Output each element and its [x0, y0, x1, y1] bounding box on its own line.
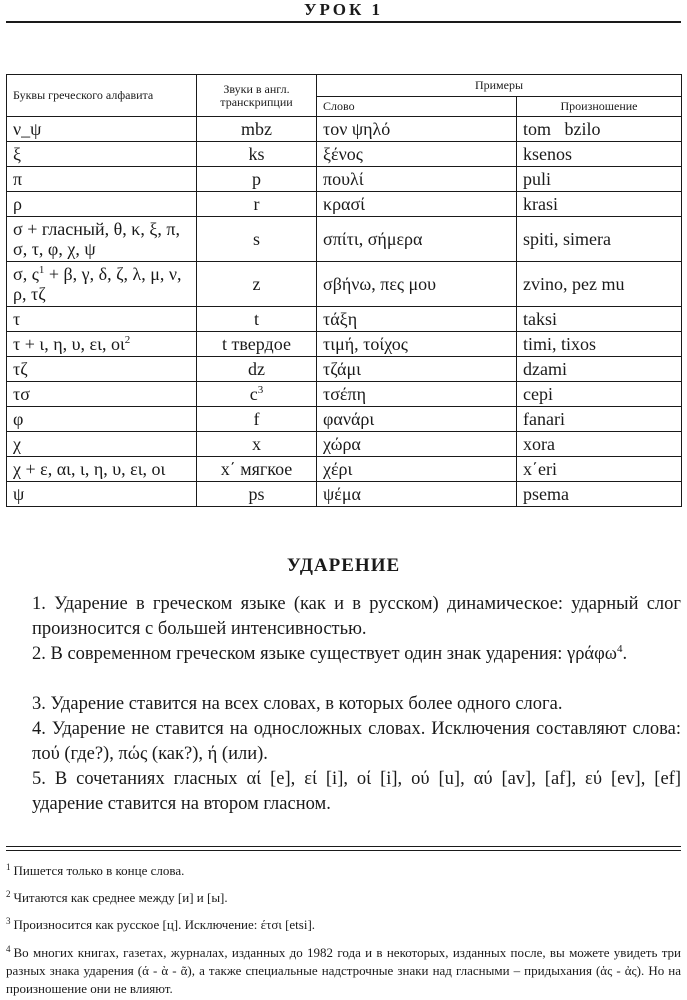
table-row: [7, 117, 682, 142]
footnote-text: Пишется только в конце слова.: [13, 863, 185, 878]
table-row: [7, 432, 682, 457]
paragraph-3: [6, 692, 681, 717]
cell-word: τσέπη: [317, 382, 517, 407]
footnote-number: 1: [6, 861, 11, 872]
cell-letters: χ: [7, 432, 197, 457]
cell-word: τάξη: [317, 307, 517, 332]
table-row: [7, 407, 682, 432]
cell-word: φανάρι: [317, 407, 517, 432]
cell-letters: [7, 262, 197, 307]
footnote-4: [6, 944, 681, 998]
footnote-ref: 3: [257, 384, 264, 396]
footnote-number: 3: [6, 915, 11, 926]
table-row: [7, 307, 682, 332]
footnote-text: Произносится как русское [ц]. Исключение: έτσι [etsi].: [13, 917, 316, 932]
table-row: [7, 332, 682, 357]
footnote-number: 2: [6, 888, 11, 899]
cell-word: ψέμα: [317, 482, 517, 507]
cell-letters: τζ: [7, 357, 197, 382]
cell-pronunciation: xora: [517, 432, 682, 457]
cell-pronunciation: timi, tixos: [517, 332, 682, 357]
header-divider: [6, 21, 681, 23]
cell-letters: τσ: [7, 382, 197, 407]
table-row: [7, 217, 682, 262]
cell-sound: f: [197, 407, 317, 432]
cell-pronunciation: puli: [517, 167, 682, 192]
cell-pronunciation: spiti, simera: [517, 217, 682, 262]
cell-pronunciation: x΄eri: [517, 457, 682, 482]
cell-pronunciation: zvino, pez mu: [517, 262, 682, 307]
paragraph-5: [6, 767, 681, 817]
cell-word: σβήνω, πες μου: [317, 262, 517, 307]
cell-pronunciation: tom bzilo: [517, 117, 682, 142]
cell-letters: ν_ψ: [7, 117, 197, 142]
footnote-number: 4: [6, 943, 11, 954]
cell-sound: ks: [197, 142, 317, 167]
cell-word: κρασί: [317, 192, 517, 217]
table-row: [7, 192, 682, 217]
cell-letters: ψ: [7, 482, 197, 507]
cell-word: πουλί: [317, 167, 517, 192]
paragraph-text: 5. В сочетаниях гласных αί [e], εί [i], οί [i], ού [u], αύ [av], [af], εύ [ev], [ef] ударение ставится на втором гласном.: [32, 769, 681, 814]
cell-letters: χ + ε, αι, ι, η, υ, ει, οι: [7, 457, 197, 482]
header-letters: Буквы греческого алфавита: [7, 75, 197, 117]
cell-sound: x΄ мягкое: [197, 457, 317, 482]
header-sounds: Звуки в англ. транскрипции: [197, 75, 317, 117]
cell-word: χώρα: [317, 432, 517, 457]
cell-sound: p: [197, 167, 317, 192]
table-row: [7, 382, 682, 407]
cell-letters: τ: [7, 307, 197, 332]
cell-sound: [197, 382, 317, 407]
table-row: [7, 482, 682, 507]
cell-sound: z: [197, 262, 317, 307]
table-row: [7, 457, 682, 482]
footnote-text: Читаются как среднее между [и] и [ы].: [13, 890, 228, 905]
letters-text-cont: + β, γ, δ, ζ, λ, μ, ν, ρ, τζ: [13, 264, 182, 304]
cell-sound: ps: [197, 482, 317, 507]
cell-sound: r: [197, 192, 317, 217]
cell-word: τιμή, τοίχος: [317, 332, 517, 357]
footnote-2: [6, 889, 681, 907]
cell-pronunciation: psema: [517, 482, 682, 507]
cell-sound: x: [197, 432, 317, 457]
cell-pronunciation: fanari: [517, 407, 682, 432]
paragraph-text-wrap: [6, 642, 681, 667]
sound-text: c: [249, 384, 258, 404]
table-row: [7, 167, 682, 192]
footnote-ref: 2: [124, 334, 131, 346]
footnote-text: Во многих книгах, газетах, журналах, изданных до 1982 года и в некоторых, изданных после, вы можете увидеть три разных знака ударения (ά - ὰ - ᾶ), а также специальные надстрочные знаки над гласными – придыхания (ἁς - ἀς). Но на произношение они не влияют.: [6, 945, 681, 996]
cell-word: ξένος: [317, 142, 517, 167]
table-row: [7, 262, 682, 307]
cell-letters: φ: [7, 407, 197, 432]
cell-sound: t: [197, 307, 317, 332]
footnote-ref: 1: [38, 264, 45, 276]
alphabet-table: [6, 74, 682, 507]
paragraph-2: [6, 642, 681, 667]
cell-pronunciation: krasi: [517, 192, 682, 217]
table-row: [7, 142, 682, 167]
header-examples: Примеры: [317, 75, 682, 97]
paragraph-text: 2. В современном греческом языке существует один знак ударения: γράφω: [32, 644, 617, 664]
paragraph-text-end: .: [622, 644, 628, 664]
cell-letters: σ + гласный, θ, κ, ξ, π, σ, τ, φ, χ, ψ: [7, 217, 197, 262]
cell-sound: t твердое: [197, 332, 317, 357]
page-header-title: УРОК 1: [303, 0, 384, 19]
paragraph-1: [6, 592, 681, 642]
header-pronunciation: Произношение: [517, 97, 682, 117]
cell-word: σπίτι, σήμερα: [317, 217, 517, 262]
cell-letters: ξ: [7, 142, 197, 167]
table-row: [7, 357, 682, 382]
footnote-ref: 4: [616, 642, 623, 655]
footnote-divider: [6, 846, 681, 851]
letters-text: σ, ς: [13, 264, 39, 284]
cell-letters: [7, 332, 197, 357]
section-heading: УДАРЕНИЕ: [286, 555, 401, 576]
cell-sound: mbz: [197, 117, 317, 142]
paragraph-text: 3. Ударение ставится на всех словах, в которых более одного слога.: [32, 694, 563, 714]
header-word: Слово: [317, 97, 517, 117]
cell-word: χέρι: [317, 457, 517, 482]
footnote-1: [6, 862, 681, 880]
cell-pronunciation: ksenos: [517, 142, 682, 167]
letters-text: τ + ι, η, υ, ει, οι: [13, 334, 125, 354]
cell-word: τζάμι: [317, 357, 517, 382]
paragraph-text: 1. Ударение в греческом языке (как и в русском) динамическое: ударный слог произносится с большей интенсивностью.: [32, 594, 681, 639]
cell-pronunciation: taksi: [517, 307, 682, 332]
cell-sound: dz: [197, 357, 317, 382]
cell-pronunciation: cepi: [517, 382, 682, 407]
cell-pronunciation: dzami: [517, 357, 682, 382]
paragraph-4: [6, 717, 681, 767]
cell-letters: ρ: [7, 192, 197, 217]
footnote-3: [6, 916, 681, 934]
cell-sound: s: [197, 217, 317, 262]
cell-letters: π: [7, 167, 197, 192]
cell-word: τον ψηλό: [317, 117, 517, 142]
paragraph-text: 4. Ударение не ставится на односложных словах. Исключения составляют слова: πού (где?), πώς (как?), ή (или).: [32, 719, 681, 764]
